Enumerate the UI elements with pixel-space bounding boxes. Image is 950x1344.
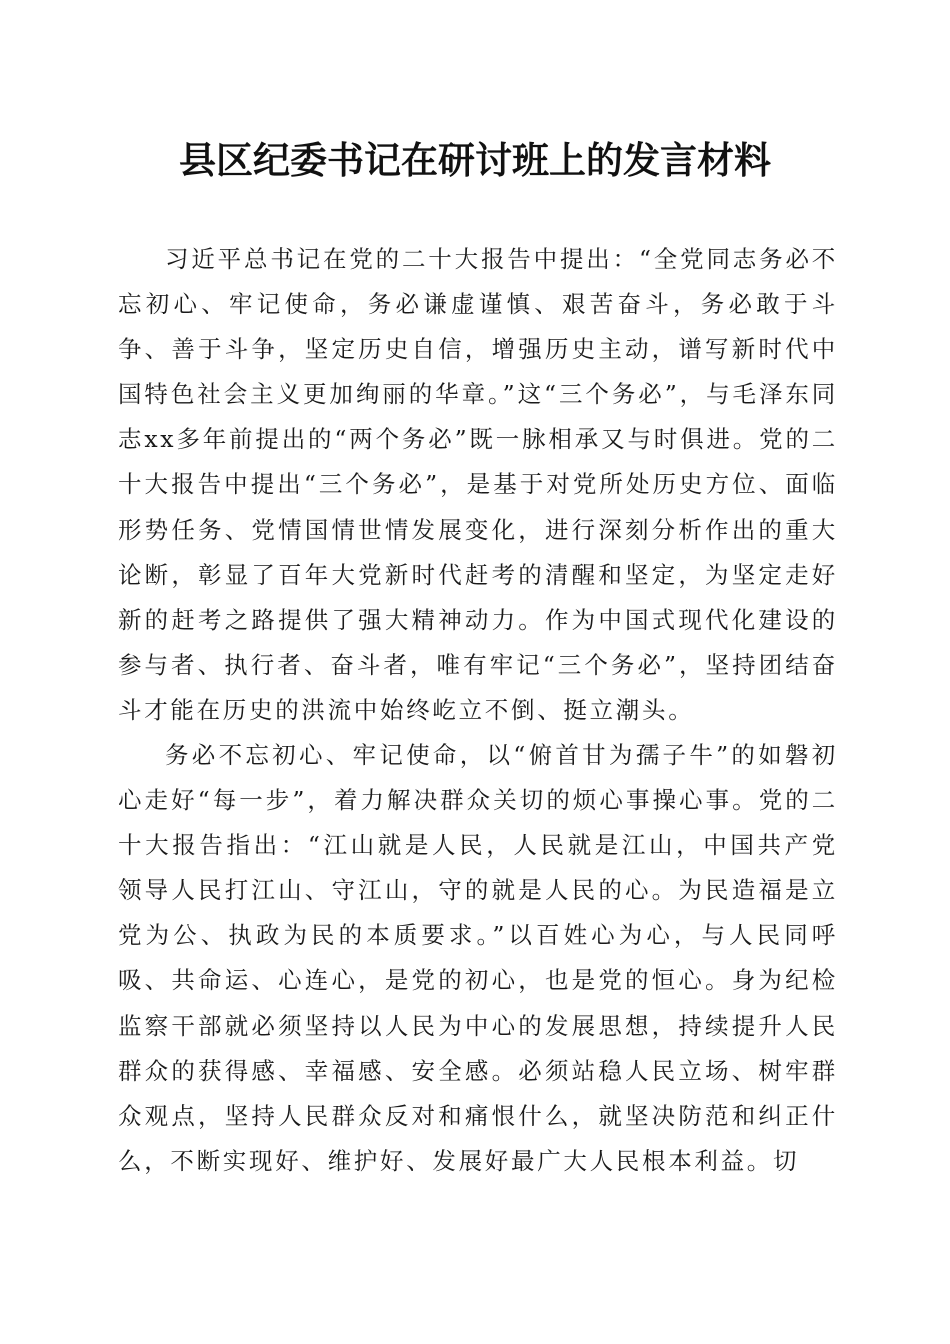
document-body [118,237,838,1184]
paragraph: 务必不忘初心、牢记使命，以“俯首甘为孺子牛”的如磐初心走好“每一步”，着力解决群众关切的烦心事操心事。党的二十大报告指出：“江山就是人民，人民就是江山，中国共产党领导人民打江山、守江山，守的就是人民的心。为民造福是立党为公、执政为民的本质要求。”以百姓心为心，与人民同呼吸、共命运、心连心，是党的初心，也是党的恒心。身为纪检监察干部就必须坚持以人民为中心的发展思想，持续提升人民群众的获得感、幸福感、安全感。必须站稳人民立场、树牢群众观点，坚持人民群众反对和痛恨什么，就坚决防范和纠正什么，不断实现好、维护好、发展好最广大人民根本利益。切 [118,741,838,1175]
document-title: 县区纪委书记在研讨班上的发言材料 [179,138,771,182]
paragraph: 习近平总书记在党的二十大报告中提出：“全党同志务必不忘初心、牢记使命，务必谦虚谨慎、艰苦奋斗，务必敢于斗争、善于斗争，坚定历史自信，增强历史主动，谱写新时代中国特色社会主义更加绚丽的华章。”这“三个务必”，与毛泽东同志xx多年前提出的“两个务必”既一脉相承又与时俱进。党的二十大报告中提出“三个务必”，是基于对党所处历史方位、面临形势任务、党情国情世情发展变化，进行深刻分析作出的重大论断，彰显了百年大党新时代赶考的清醒和坚定，为坚定走好新的赶考之路提供了强大精神动力。作为中国式现代化建设的参与者、执行者、奋斗者，唯有牢记“三个务必”，坚持团结奋斗才能在历史的洪流中始终屹立不倒、挺立潮头。 [118,245,838,724]
